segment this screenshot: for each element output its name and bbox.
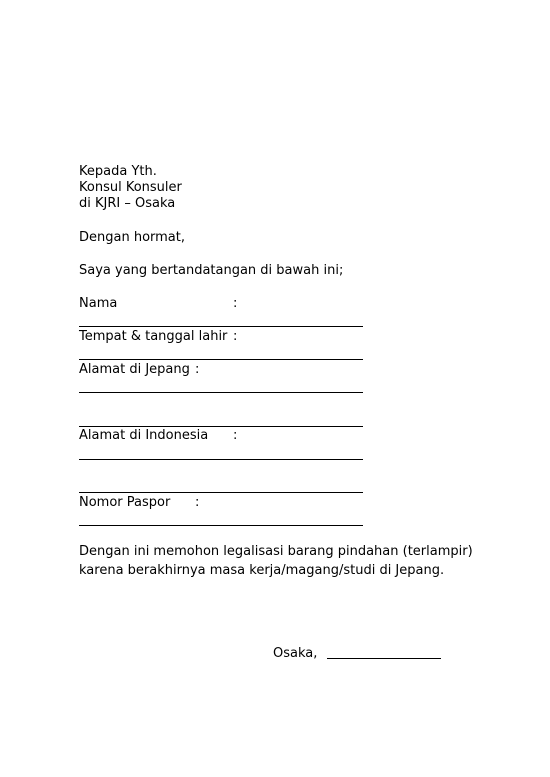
- signature-date-line[interactable]: [327, 658, 441, 659]
- field-line-paspor[interactable]: [79, 525, 363, 526]
- field-line-nama[interactable]: [79, 326, 363, 327]
- field-line-alamat-jepang-2[interactable]: [79, 426, 363, 427]
- field-line-alamat-indonesia-2[interactable]: [79, 492, 363, 493]
- field-line-ttl[interactable]: [79, 359, 363, 360]
- request-line-2: karena berakhirnya masa kerja/magang/studi di Jepang.: [79, 563, 445, 578]
- field-label-alamat-indonesia: Alamat di Indonesia: [79, 428, 209, 443]
- field-line-alamat-jepang-1[interactable]: [79, 392, 363, 393]
- greeting: Dengan hormat,: [79, 230, 186, 245]
- field-label-paspor: Nomor Paspor: [79, 495, 171, 510]
- intro-text: Saya yang bertandatangan di bawah ini;: [79, 263, 344, 278]
- request-line-1: Dengan ini memohon legalisasi barang pindahan (terlampir): [79, 544, 473, 559]
- recipient-line-2: Konsul Konsuler: [79, 180, 182, 195]
- recipient-line-3: di KJRI – Osaka: [79, 196, 176, 211]
- recipient-line-1: Kepada Yth.: [79, 164, 157, 179]
- field-sep-ttl: :: [233, 329, 238, 344]
- field-sep-alamat-indonesia: :: [233, 428, 238, 443]
- field-label-ttl: Tempat & tanggal lahir: [79, 329, 228, 344]
- field-label-nama: Nama: [79, 296, 118, 311]
- signature-place: Osaka,: [273, 646, 318, 661]
- field-line-alamat-indonesia-1[interactable]: [79, 459, 363, 460]
- field-sep-paspor: :: [195, 495, 200, 510]
- field-sep-nama: :: [233, 296, 238, 311]
- field-sep-alamat-jepang: :: [195, 362, 200, 377]
- field-label-alamat-jepang: Alamat di Jepang: [79, 362, 190, 377]
